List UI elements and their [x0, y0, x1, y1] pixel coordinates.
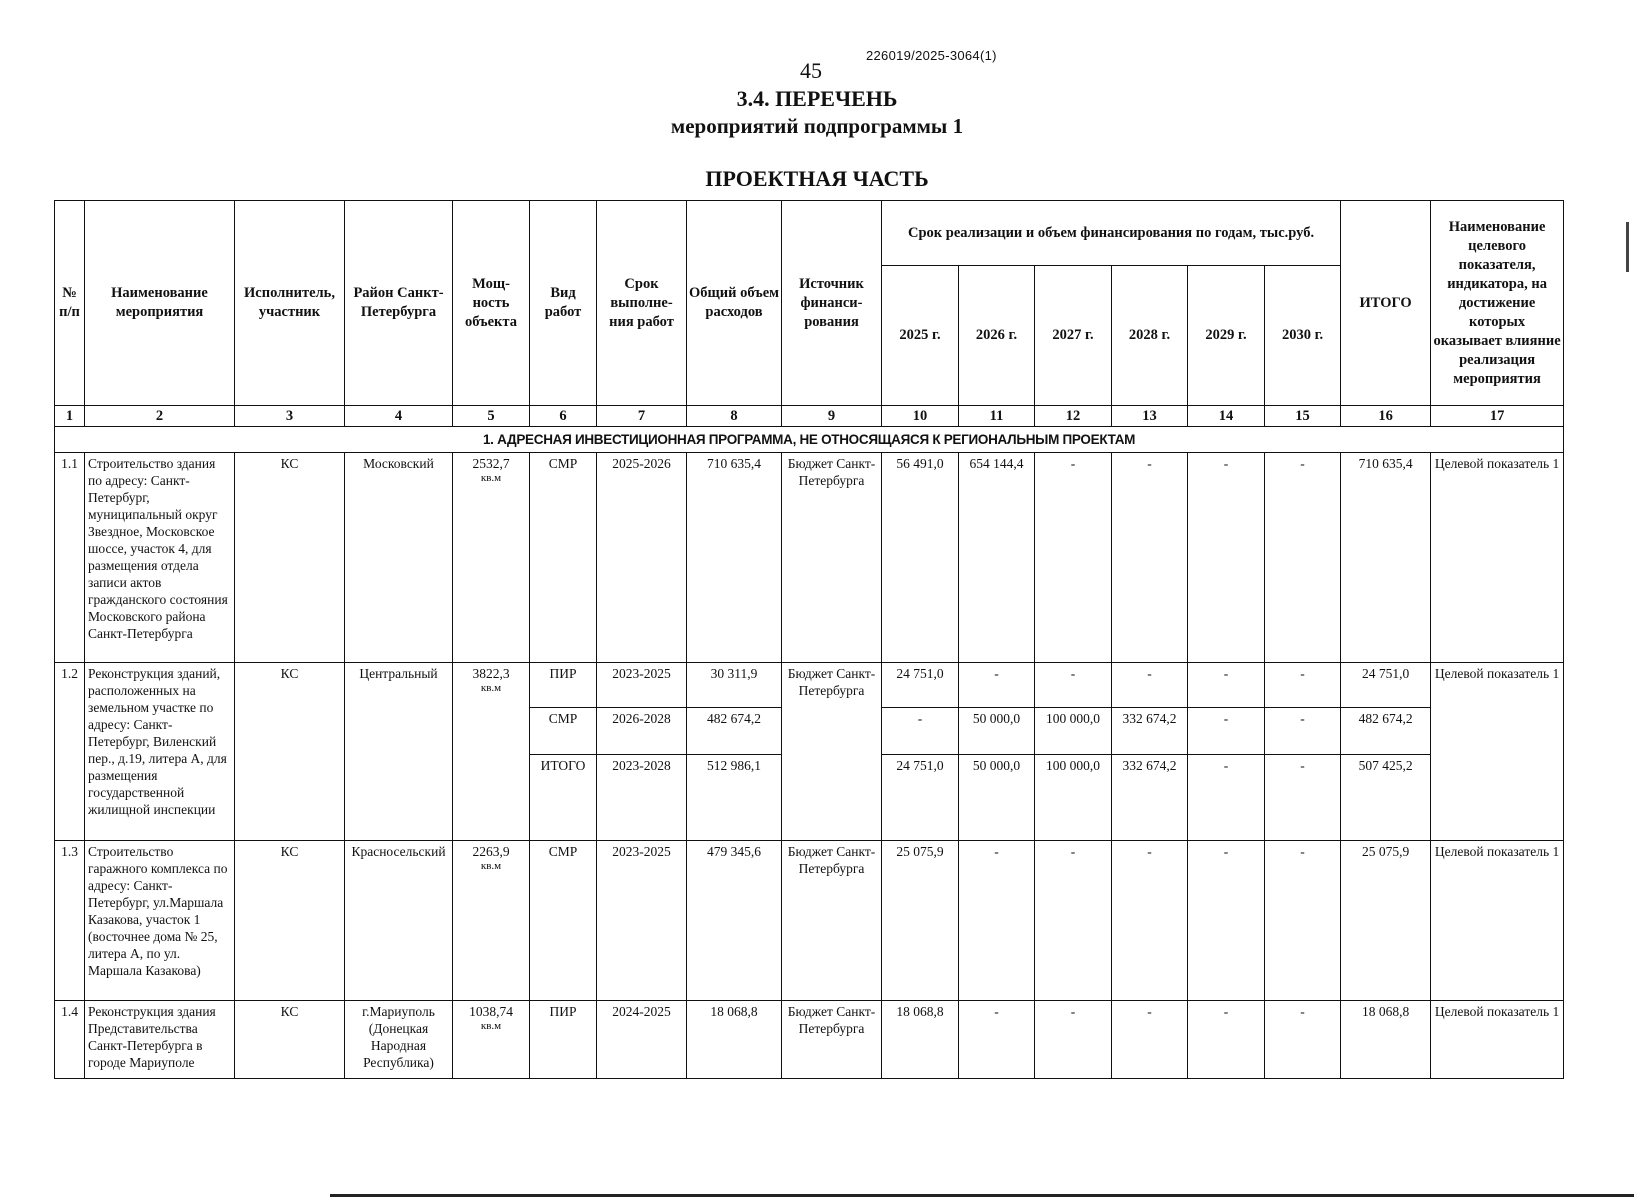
- row-total: 18 068,8: [687, 1001, 782, 1079]
- row-num: 1.2: [55, 663, 85, 841]
- header-year: 2025 г.: [882, 266, 959, 406]
- row-year-value: -: [1112, 663, 1188, 708]
- row-district: Центральный: [345, 663, 453, 841]
- column-number: 3: [235, 406, 345, 427]
- row-work-type: ПИР: [530, 1001, 597, 1079]
- header-indicator: Наименование целевого показателя, индикатора, на достижение которых оказывает влияние реализация мероприятия: [1431, 201, 1564, 406]
- row-year-value: 50 000,0: [959, 755, 1035, 841]
- scan-edge-mark: [1626, 222, 1629, 272]
- column-numbers-row: [55, 406, 1564, 427]
- header-work-type: Вид работ: [530, 201, 597, 406]
- row-indicator: Целевой показатель 1: [1431, 663, 1564, 841]
- column-number: 6: [530, 406, 597, 427]
- row-capacity-cell: [453, 453, 530, 663]
- row-itogo: 482 674,2: [1341, 708, 1431, 755]
- row-year-value: 25 075,9: [882, 841, 959, 1001]
- row-total: 710 635,4: [687, 453, 782, 663]
- table-row: [55, 841, 1564, 1001]
- row-itogo: 710 635,4: [1341, 453, 1431, 663]
- row-year-value: -: [1188, 708, 1265, 755]
- header-year: 2030 г.: [1265, 266, 1341, 406]
- row-year-value: -: [959, 663, 1035, 708]
- row-year-value: -: [959, 841, 1035, 1001]
- header-itogo: ИТОГО: [1341, 201, 1431, 406]
- row-year-value: -: [1265, 841, 1341, 1001]
- row-executor: КС: [235, 453, 345, 663]
- header-year: 2026 г.: [959, 266, 1035, 406]
- bottom-rule: [330, 1194, 1634, 1197]
- row-source: Бюджет Санкт-Петербурга: [782, 453, 882, 663]
- row-year-value: 332 674,2: [1112, 708, 1188, 755]
- column-number: 12: [1035, 406, 1112, 427]
- row-capacity-cell: [453, 1001, 530, 1079]
- row-year-value: 332 674,2: [1112, 755, 1188, 841]
- row-indicator: Целевой показатель 1: [1431, 1001, 1564, 1079]
- row-name: Реконструкция зданий, расположенных на земельном участке по адресу: Санкт-Петербург, Виленский пер., д.19, литера А, для размещения государственной жилищной инспекции: [85, 663, 235, 841]
- column-number: 5: [453, 406, 530, 427]
- row-year-value: -: [882, 708, 959, 755]
- row-year-value: -: [1035, 841, 1112, 1001]
- column-number: 10: [882, 406, 959, 427]
- row-year-value: -: [1265, 708, 1341, 755]
- row-year-value: -: [1035, 1001, 1112, 1079]
- row-work-type: СМР: [530, 453, 597, 663]
- row-capacity-unit: кв.м: [480, 682, 502, 694]
- row-year-value: -: [959, 1001, 1035, 1079]
- row-name: Реконструкция здания Представительства Санкт-Петербурга в городе Мариуполе: [85, 1001, 235, 1079]
- row-year-value: -: [1112, 841, 1188, 1001]
- page-number: 45: [800, 58, 822, 83]
- column-number: 15: [1265, 406, 1341, 427]
- row-district: Красносельский: [345, 841, 453, 1001]
- column-number: 9: [782, 406, 882, 427]
- row-work-type: СМР: [530, 708, 597, 755]
- row-num: 1.1: [55, 453, 85, 663]
- row-capacity-cell: [453, 663, 530, 841]
- header-year: 2029 г.: [1188, 266, 1265, 406]
- row-capacity-unit: кв.м: [480, 860, 502, 872]
- header-year: 2027 г.: [1035, 266, 1112, 406]
- row-capacity-unit: кв.м: [480, 1020, 502, 1032]
- row-indicator: Целевой показатель 1: [1431, 453, 1564, 663]
- row-year-value: -: [1035, 453, 1112, 663]
- header-executor: Исполнитель, участник: [235, 201, 345, 406]
- row-year-value: -: [1188, 453, 1265, 663]
- row-year-value: -: [1188, 1001, 1265, 1079]
- column-number: 8: [687, 406, 782, 427]
- row-year-value: 18 068,8: [882, 1001, 959, 1079]
- row-source: Бюджет Санкт-Петербурга: [782, 663, 882, 841]
- measures-table: [54, 200, 1564, 1079]
- row-total: 30 311,9: [687, 663, 782, 708]
- row-period: 2026-2028: [597, 708, 687, 755]
- row-capacity-unit: кв.м: [480, 472, 502, 484]
- document-subtitle: мероприятий подпрограммы 1: [670, 114, 964, 138]
- row-capacity: 1038,74: [469, 1004, 513, 1019]
- row-year-value: 24 751,0: [882, 755, 959, 841]
- row-num: 1.3: [55, 841, 85, 1001]
- header-name: Наименование мероприятия: [85, 201, 235, 406]
- column-number: 1: [55, 406, 85, 427]
- row-work-type: ПИР: [530, 663, 597, 708]
- row-year-value: 50 000,0: [959, 708, 1035, 755]
- row-year-value: -: [1265, 755, 1341, 841]
- row-capacity-cell: [453, 841, 530, 1001]
- header-total-cost: Общий объем расходов: [687, 201, 782, 406]
- row-year-value: -: [1265, 663, 1341, 708]
- row-work-type: ИТОГО: [530, 755, 597, 841]
- row-total: 479 345,6: [687, 841, 782, 1001]
- row-indicator: Целевой показатель 1: [1431, 841, 1564, 1001]
- row-district: Московский: [345, 453, 453, 663]
- header-year: 2028 г.: [1112, 266, 1188, 406]
- row-year-value: -: [1265, 453, 1341, 663]
- header-capacity: Мощ-ность объекта: [453, 201, 530, 406]
- row-itogo: 507 425,2: [1341, 755, 1431, 841]
- row-period: 2023-2025: [597, 841, 687, 1001]
- part-title: ПРОЕКТНАЯ ЧАСТЬ: [705, 166, 929, 191]
- row-district: г.Мариуполь (Донецкая Народная Республика): [345, 1001, 453, 1079]
- row-year-value: -: [1112, 1001, 1188, 1079]
- header-period: Срок выполне-ния работ: [597, 201, 687, 406]
- row-executor: КС: [235, 1001, 345, 1079]
- row-period: 2023-2025: [597, 663, 687, 708]
- row-itogo: 24 751,0: [1341, 663, 1431, 708]
- row-executor: КС: [235, 663, 345, 841]
- row-name: Строительство гаражного комплекса по адресу: Санкт-Петербург, ул.Маршала Казакова, участок 1 (восточнее дома № 25, литера А, по ул. Маршала Казакова): [85, 841, 235, 1001]
- row-itogo: 25 075,9: [1341, 841, 1431, 1001]
- row-year-value: 100 000,0: [1035, 755, 1112, 841]
- row-period: 2023-2028: [597, 755, 687, 841]
- header-financing-group: Срок реализации и объем финансирования по годам, тыс.руб.: [882, 201, 1341, 266]
- row-period: 2024-2025: [597, 1001, 687, 1079]
- row-year-value: 24 751,0: [882, 663, 959, 708]
- section-title: 1. АДРЕСНАЯ ИНВЕСТИЦИОННАЯ ПРОГРАММА, НЕ ОТНОСЯЩАЯСЯ К РЕГИОНАЛЬНЫМ ПРОЕКТАМ: [55, 427, 1564, 453]
- document-code: 226019/2025-3064(1): [866, 48, 997, 63]
- table-row: [55, 1001, 1564, 1079]
- column-number: 14: [1188, 406, 1265, 427]
- row-year-value: -: [1035, 663, 1112, 708]
- document-title: 3.4. ПЕРЕЧЕНЬ: [736, 86, 898, 111]
- row-year-value: -: [1188, 663, 1265, 708]
- column-number: 16: [1341, 406, 1431, 427]
- table-row: [55, 453, 1564, 663]
- column-number: 11: [959, 406, 1035, 427]
- row-year-value: -: [1188, 841, 1265, 1001]
- row-year-value: 56 491,0: [882, 453, 959, 663]
- row-period: 2025-2026: [597, 453, 687, 663]
- section-row: [55, 427, 1564, 453]
- table-row: [55, 663, 1564, 708]
- row-year-value: 100 000,0: [1035, 708, 1112, 755]
- row-total: 512 986,1: [687, 755, 782, 841]
- column-number: 7: [597, 406, 687, 427]
- row-work-type: СМР: [530, 841, 597, 1001]
- row-year-value: -: [1188, 755, 1265, 841]
- header-district: Район Санкт-Петербурга: [345, 201, 453, 406]
- row-capacity: 2263,9: [472, 844, 510, 859]
- row-year-value: 654 144,4: [959, 453, 1035, 663]
- row-source: Бюджет Санкт-Петербурга: [782, 1001, 882, 1079]
- row-num: 1.4: [55, 1001, 85, 1079]
- row-source: Бюджет Санкт-Петербурга: [782, 841, 882, 1001]
- header-source: Источник финанси-рования: [782, 201, 882, 406]
- row-total: 482 674,2: [687, 708, 782, 755]
- row-capacity: 2532,7: [472, 456, 510, 471]
- row-executor: КС: [235, 841, 345, 1001]
- row-itogo: 18 068,8: [1341, 1001, 1431, 1079]
- row-capacity: 3822,3: [472, 666, 510, 681]
- row-name: Строительство здания по адресу: Санкт-Петербург, муниципальный округ Звездное, Московское шоссе, участок 4, для размещения отдела записи актов гражданского состояния Московского района Санкт-Петербурга: [85, 453, 235, 663]
- column-number: 17: [1431, 406, 1564, 427]
- column-number: 13: [1112, 406, 1188, 427]
- row-year-value: -: [1112, 453, 1188, 663]
- row-year-value: -: [1265, 1001, 1341, 1079]
- column-number: 4: [345, 406, 453, 427]
- column-number: 2: [85, 406, 235, 427]
- header-num: № п/п: [55, 201, 85, 406]
